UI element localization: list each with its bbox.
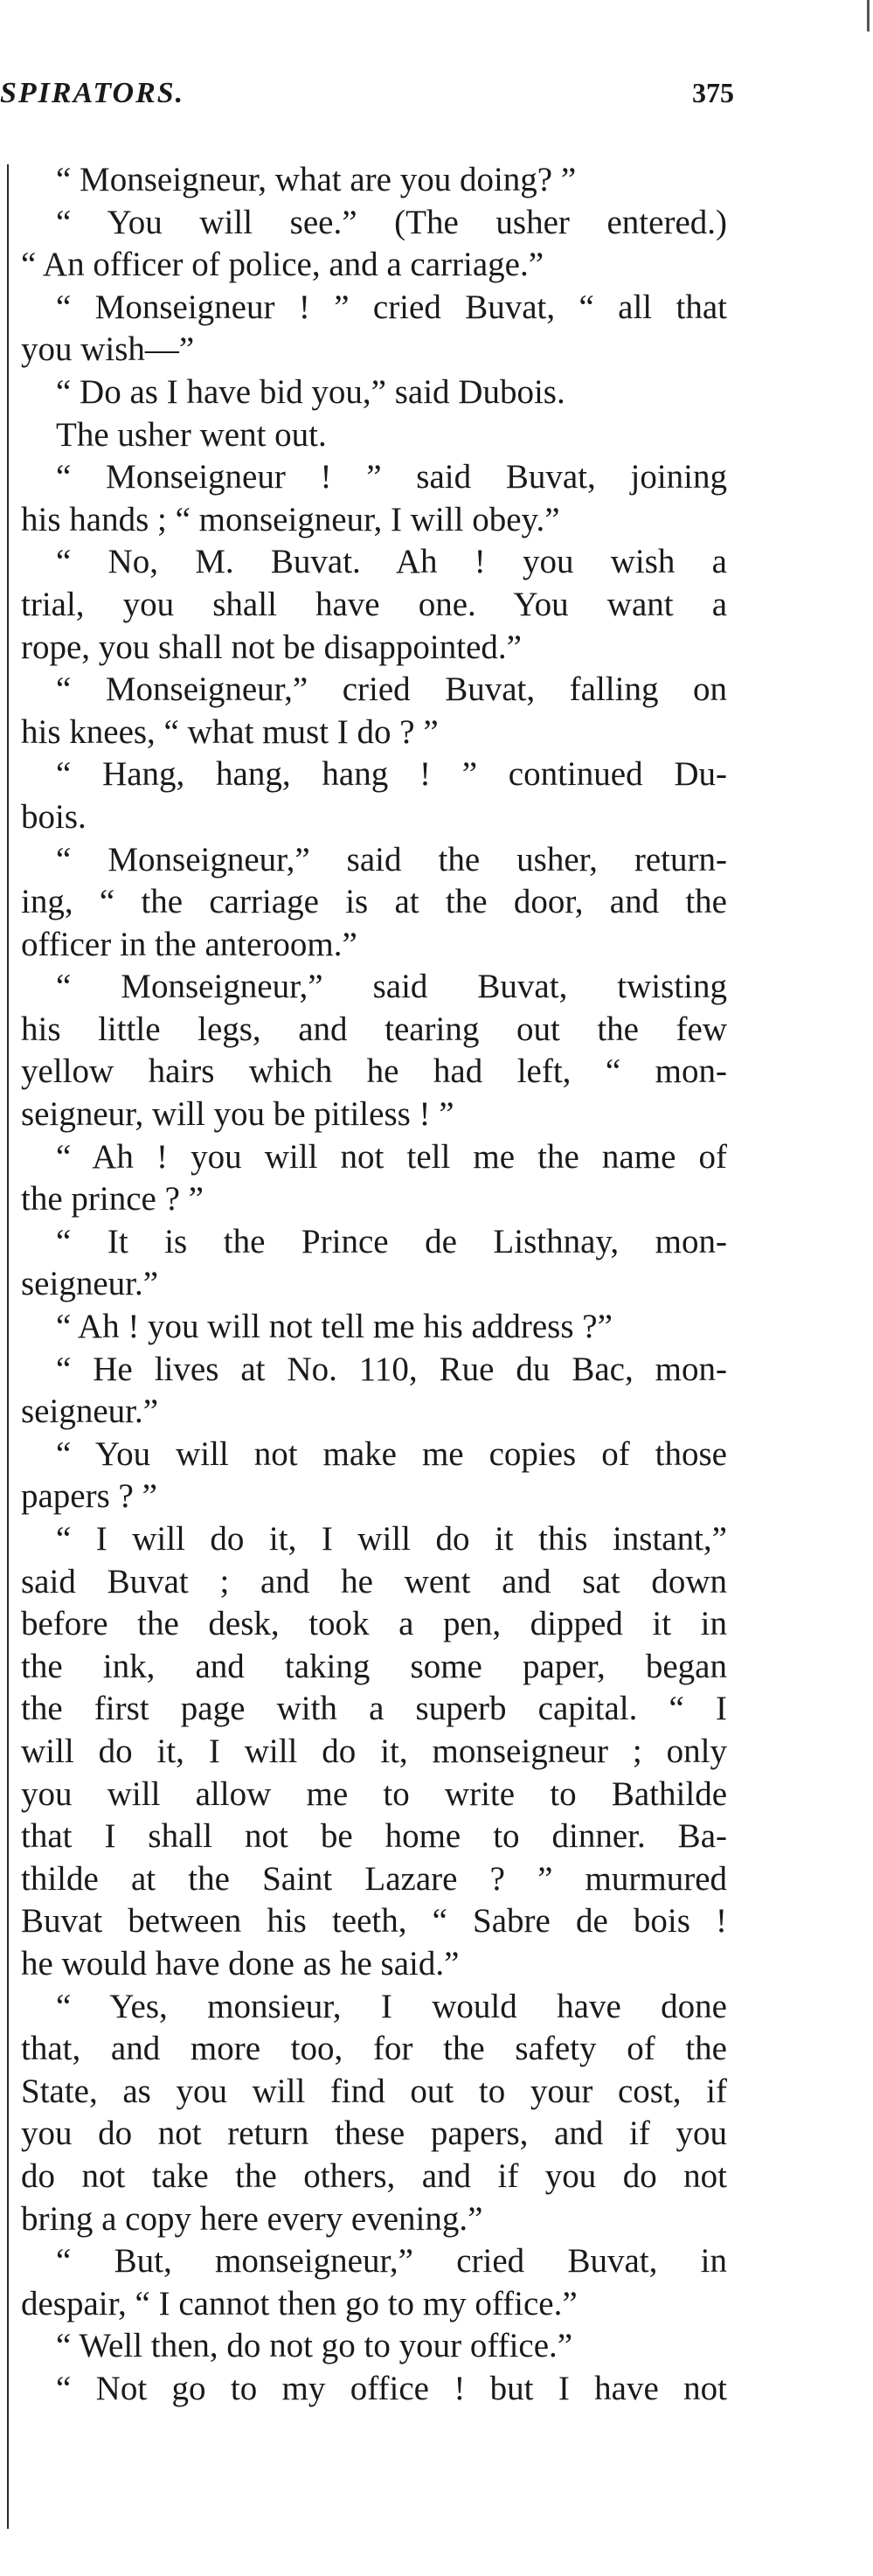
text-line: papers ? ”: [21, 1477, 157, 1516]
text-line: that I shall not be home to dinner. Ba-: [21, 1817, 727, 1856]
text-line: that, and more too, for the safety of the: [21, 2030, 727, 2068]
text-line: The usher went out.: [56, 415, 327, 454]
text-line: State, as you will find out to your cost, if: [21, 2072, 727, 2110]
text-line: before the desk, took a pen, dipped it in: [21, 1605, 727, 1643]
text-line: trial, you shall have one. You want a: [21, 585, 727, 623]
text-line: seigneur.”: [21, 1265, 159, 1303]
text-line: rope, you shall not be disappointed.”: [21, 628, 522, 666]
text-line: said Buvat ; and he went and sat down: [21, 1562, 727, 1600]
text-line: “ Hang, hang, hang ! ” continued Du-: [56, 755, 727, 794]
text-line: seigneur, will you be pitiless ! ”: [21, 1095, 454, 1134]
text-line: “ Monseigneur,” cried Buvat, falling on: [56, 670, 727, 709]
text-line: “ An officer of police, and a carriage.”: [21, 246, 544, 284]
text-line: despair, “ I cannot then go to my office.”: [21, 2284, 578, 2323]
text-line: you wish—”: [21, 330, 195, 369]
text-line: “ Yes, monsieur, I would have done: [56, 1987, 727, 2025]
body-text: [21, 159, 727, 2410]
text-line: “ Monseigneur ! ” cried Buvat, “ all that: [56, 288, 727, 326]
text-line: “ Monseigneur,” said the usher, return-: [56, 840, 727, 878]
text-line: do not take the others, and if you do not: [21, 2156, 727, 2195]
text-line: bring a copy here every evening.”: [21, 2199, 483, 2238]
text-line: “ Ah ! you will not tell me his address ?”: [56, 1308, 613, 1346]
text-line: “ It is the Prince de Listhnay, mon-: [56, 1222, 727, 1260]
text-line: “ You will not make me copies of those: [56, 1434, 727, 1473]
margin-rule: [7, 164, 9, 2529]
text-line: thilde at the Saint Lazare ? ” murmured: [21, 1859, 727, 1898]
page-number: 375: [692, 77, 734, 108]
text-line: he would have done as he said.”: [21, 1944, 460, 1982]
text-line: “ You will see.” (The usher entered.): [56, 203, 727, 241]
text-line: the prince ? ”: [21, 1180, 204, 1219]
text-line: “ Well then, do not go to your office.”: [56, 2327, 573, 2365]
page-header: [0, 77, 734, 129]
text-line: will do it, I will do it, monseigneur ; only: [21, 1732, 727, 1770]
text-line: ing, “ the carriage is at the door, and the: [21, 883, 727, 921]
running-title: SPIRATORS.: [0, 77, 185, 109]
text-line: “ But, monseigneur,” cried Buvat, in: [56, 2242, 727, 2281]
text-line: the first page with a superb capital. “ I: [21, 1690, 727, 1728]
text-line: you do not return these papers, and if you: [21, 2114, 727, 2153]
text-line: “ He lives at No. 110, Rue du Bac, mon-: [56, 1350, 727, 1388]
text-line: “ I will do it, I will do it this instant,”: [56, 1520, 727, 1558]
text-line: “ Monseigneur, what are you doing? ”: [56, 161, 577, 198]
text-line: the ink, and taking some paper, began: [21, 1647, 727, 1685]
text-line: yellow hairs which he had left, “ mon-: [21, 1052, 727, 1091]
text-line: his hands ; “ monseigneur, I will obey.”: [21, 500, 560, 538]
text-line: bois.: [21, 797, 87, 836]
page-edge-mark: [867, 0, 870, 31]
text-line: “ Ah ! you will not tell me the name of: [56, 1137, 727, 1176]
text-line: officer in the anteroom.”: [21, 925, 357, 963]
text-line: “ Monseigneur,” said Buvat, twisting: [56, 968, 727, 1006]
text-line: Buvat between his teeth, “ Sabre de bois !: [21, 1902, 727, 1941]
text-line: “ Monseigneur ! ” said Buvat, joining: [56, 458, 727, 496]
text-line: “ No, M. Buvat. Ah ! you wish a: [56, 543, 727, 581]
text-line: his knees, “ what must I do ? ”: [21, 712, 439, 751]
text-line: his little legs, and tearing out the few: [21, 1010, 727, 1048]
text-line: “ Do as I have bid you,” said Dubois.: [56, 372, 565, 411]
text-line: seigneur.”: [21, 1392, 159, 1431]
text-line: “ Not go to my office ! but I have not: [56, 2369, 727, 2407]
text-line: you will allow me to write to Bathilde: [21, 1774, 727, 1813]
